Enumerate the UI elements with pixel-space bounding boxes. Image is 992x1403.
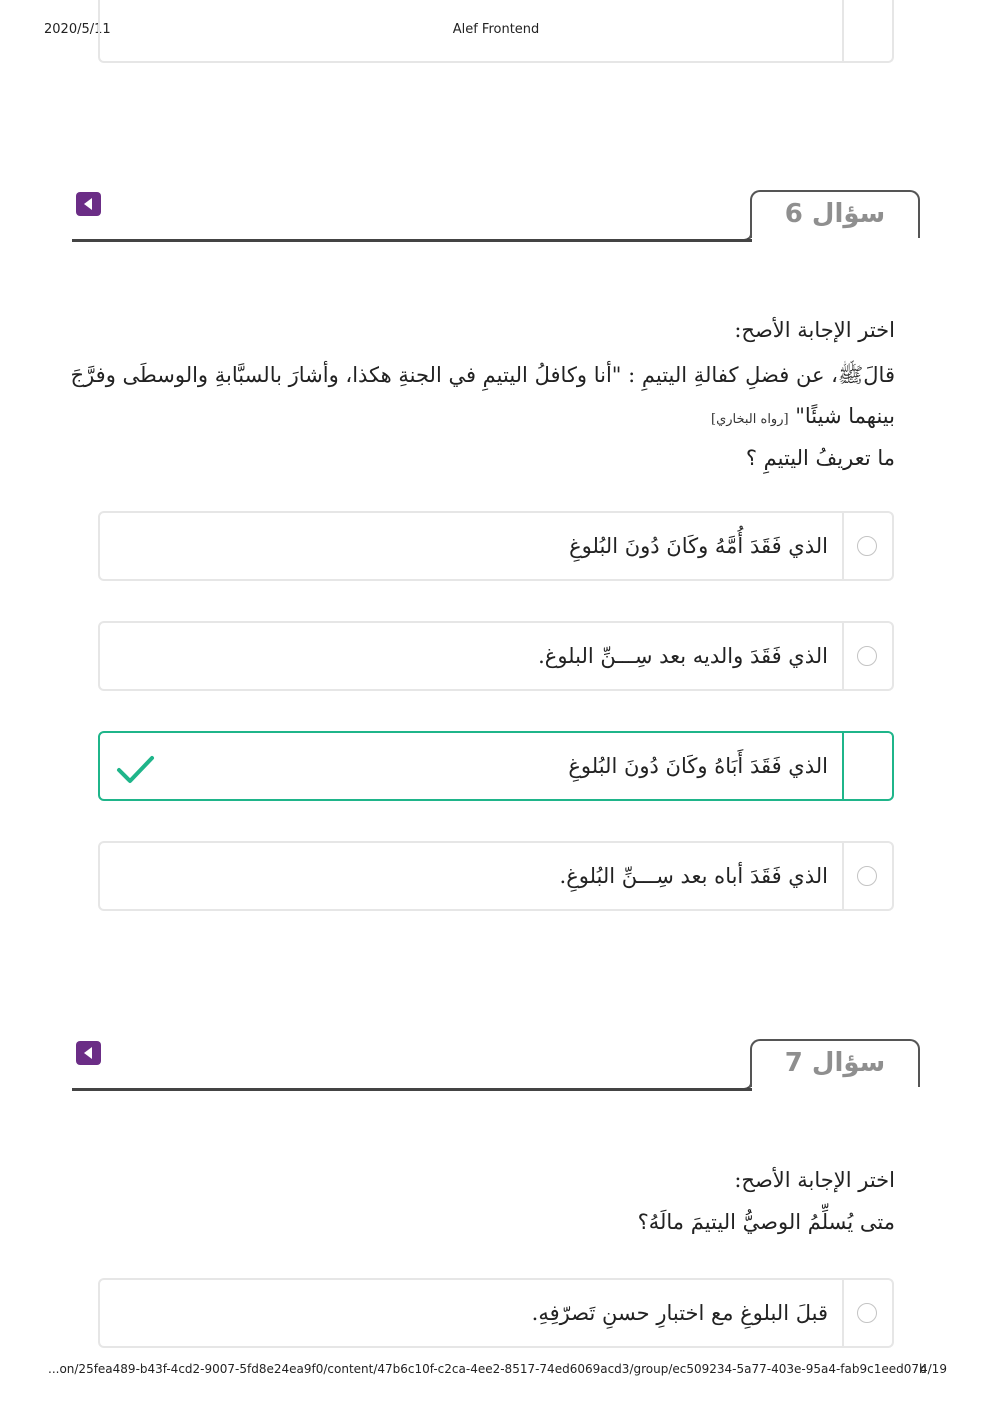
question-6-prompt: ما تعريفُ اليتيمِ ؟ [745, 446, 895, 470]
radio-icon[interactable] [857, 1303, 877, 1323]
question-6-hadith-text: بينهما شيئًا" [795, 404, 895, 428]
option-label: قبلَ البلوغِ مع اختبارِ حسنِ تَصرّفِهِ. [531, 1301, 828, 1325]
print-title: Alef Frontend [452, 22, 540, 37]
print-date: 2020/5/11 [44, 22, 111, 37]
question-6-header [72, 190, 920, 242]
question-6-instruction: اختر الإجابة الأصح: [734, 318, 895, 342]
previous-option-box[interactable] [98, 0, 894, 63]
option-radio-cell[interactable] [842, 733, 892, 799]
option-radio-cell[interactable] [842, 513, 892, 579]
option-radio-cell[interactable] [842, 843, 892, 909]
question-6-option-2[interactable] [98, 621, 894, 691]
option-label: الذي فَقَدَ والديه بعد سِـــنِّ البلوغ. [538, 644, 828, 668]
caret-left-icon [84, 198, 92, 210]
question-6-hadith-line-2 [711, 404, 895, 428]
option-radio-cell[interactable] [842, 1280, 892, 1346]
question-7-instruction: اختر الإجابة الأصح: [734, 1168, 895, 1192]
radio-icon[interactable] [857, 646, 877, 666]
question-7-body [95, 1168, 895, 1248]
question-7-divider [72, 1088, 752, 1091]
previous-option-radio-cell[interactable] [842, 0, 892, 61]
question-6-option-1[interactable] [98, 511, 894, 581]
caret-left-icon [84, 1047, 92, 1059]
radio-icon[interactable] [857, 536, 877, 556]
question-7-collapse-button[interactable] [76, 1041, 101, 1065]
option-label: الذي فَقَدَ أباه بعد سِـــنِّ البُلوغِ. [559, 864, 828, 888]
question-7-option-1[interactable] [98, 1278, 894, 1348]
question-6-option-3-correct[interactable] [98, 731, 894, 801]
question-7-header [72, 1039, 920, 1091]
question-6-collapse-button[interactable] [76, 192, 101, 216]
option-radio-cell[interactable] [842, 623, 892, 689]
print-page-number: 4/19 [920, 1362, 947, 1376]
question-6-title: سؤال 6 [784, 199, 886, 229]
option-label: الذي فَقَدَ أُمَّهُ وكَانَ دُونَ البُلوغِ [569, 534, 828, 558]
radio-icon[interactable] [857, 866, 877, 886]
checkmark-icon [116, 753, 156, 787]
question-6-source: [رواه البخاري] [711, 412, 789, 427]
question-6-divider [72, 239, 752, 242]
option-label: الذي فَقَدَ أَبَاهُ وكَانَ دُونَ البُلوغِ [568, 754, 828, 778]
question-6-hadith-line-1: قالَﷺ، عن فضلِ كفالةِ اليتيمِ : "أنا وكافلُ اليتيمِ في الجنةِ هكذا، وأشارَ بالسبَّابةِ والوسطَى وفرَّجَ [70, 363, 895, 387]
question-6-body [70, 318, 895, 478]
print-url: ...on/25fea489-b43f-4cd2-9007-5fd8e24ea9f0/content/47b6c10f-c2ca-4ee2-8517-74ed6069acd3/group/ec509234-5a77-403e-95a4-fab9c1eed07b [48, 1362, 927, 1376]
question-6-option-4[interactable] [98, 841, 894, 911]
question-7-prompt: متى يُسلِّمُ الوصيُّ اليتيمَ مالَهُ؟ [637, 1210, 895, 1234]
question-7-title: سؤال 7 [784, 1048, 886, 1078]
